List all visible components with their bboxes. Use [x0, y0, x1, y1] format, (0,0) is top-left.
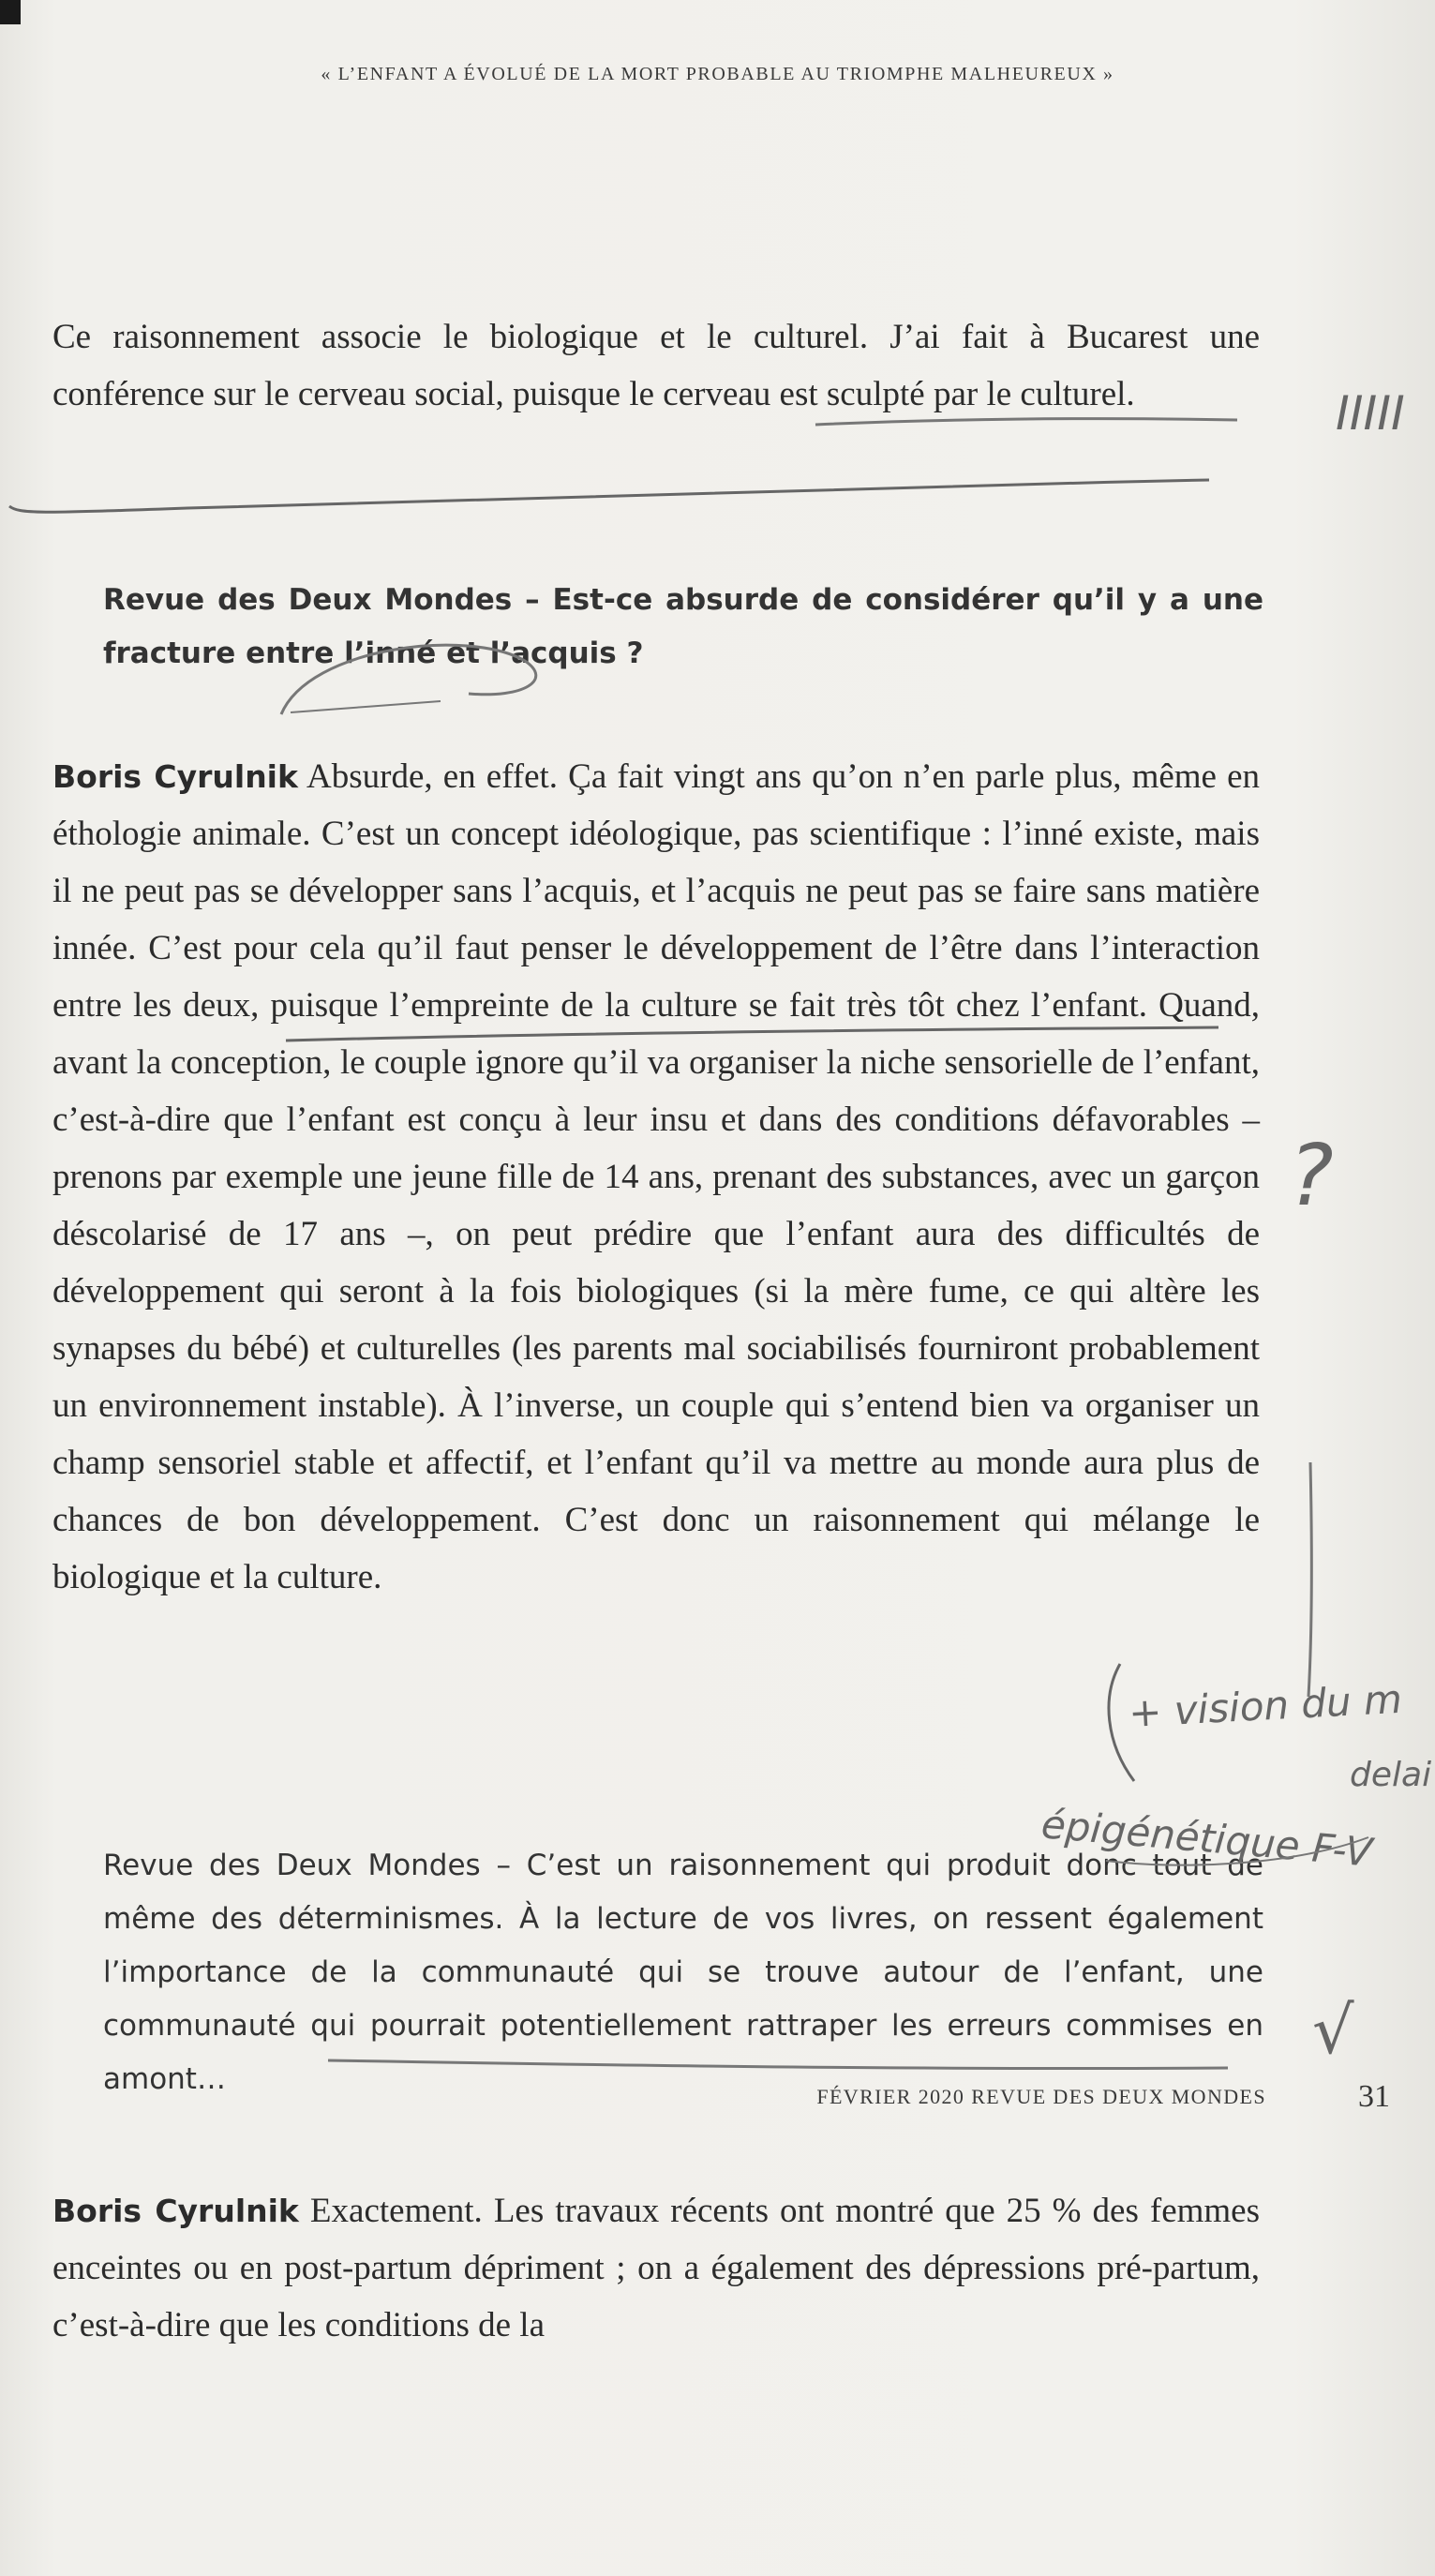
underline-developpement — [286, 1027, 1218, 1041]
footer-issue: FÉVRIER 2020 REVUE DES DEUX MONDES — [816, 2085, 1266, 2108]
paragraph-intro: Ce raisonnement associe le biologique et le culturel. J’ai fait à Bucarest une conférence sur le cerveau social, puisque le cerveau est sculpté par le culturel. — [52, 318, 1260, 413]
question-mark-annotation: ? — [1289, 1127, 1334, 1225]
speaker-name: Boris Cyrulnik — [52, 2193, 299, 2229]
note-line-2: delai — [1350, 1756, 1432, 1794]
underline-communaute — [328, 2060, 1228, 2069]
tally-annotation: IIIII — [1336, 386, 1405, 441]
scribble-underline — [291, 701, 441, 712]
underline-cerveau-sculpte — [815, 419, 1237, 425]
note-line-1: + vision du m — [1127, 1675, 1403, 1736]
speaker-name: Boris Cyrulnik — [52, 758, 298, 795]
note-line-3: épigénétique F-V — [1039, 1801, 1374, 1876]
answer-2-text: Exactement. Les travaux récents ont montré que 25 % des femmes enceintes ou en post-partum dépriment ; on a également des dépressions pré-partum, c’est-à-dire que les conditions de la — [52, 2192, 1260, 2344]
check-annotation: √ — [1312, 1992, 1354, 2069]
running-head: « L’ENFANT A ÉVOLUÉ DE LA MORT PROBABLE AU TRIOMPHE MALHEUREUX » — [321, 64, 1114, 84]
page-number: 31 — [1358, 2079, 1390, 2114]
question-2: Revue des Deux Mondes – C’est un raisonnement qui produit donc tout de même des déterminismes. À la lecture de vos livres, on ressent également l’importance de la communauté qui se trouve autour de l’enfant, une communauté qui pourrait potentiellement rattraper les erreurs commises en amont… — [103, 1849, 1263, 2096]
paragraph-end-line — [9, 480, 1209, 512]
question-1: Revue des Deux Mondes – Est-ce absurde de considérer qu’il y a une fracture entre l’inné et l’acquis ? — [103, 583, 1263, 670]
margin-bracket — [1308, 1462, 1311, 1697]
answer-1-text: Absurde, en effet. Ça fait vingt ans qu’on n’en parle plus, même en éthologie animale. C’est un concept idéologique, pas scientifique : l’inné existe, mais il ne peut pas se développer sans l’acquis, et l’acquis ne peut pas se faire sans matière innée. C’est pour cela qu’il faut penser le développement de l’être dans l’interaction entre les deux, puisque l’empreinte de la culture se fait très tôt chez l’enfant. Quand, avant la conception, le couple ignore qu’il va organiser la niche sensorielle de l’enfant, c’est-à-dire que l’enfant est conçu à leur insu et dans des conditions défavorables – prenons par exemple une jeune fille de 14 ans, prenant des substances, avec un garçon déscolarisé de 17 ans –, on peut prédire que l’enfant aura des difficultés de développement qui seront à la fois biologiques (si la mère fume, ce qui altère les synapses du bébé) et culturelles (les parents mal sociabilisés fourniront probablement un environnement instable). À l’inverse, un couple qui s’entend bien va organiser un champ sensoriel stable et affectif, et l’enfant qu’il va mettre au monde aura plus de chances de bon développement. C’est donc un raisonnement qui mélange le biologique et la culture. — [52, 757, 1260, 1596]
